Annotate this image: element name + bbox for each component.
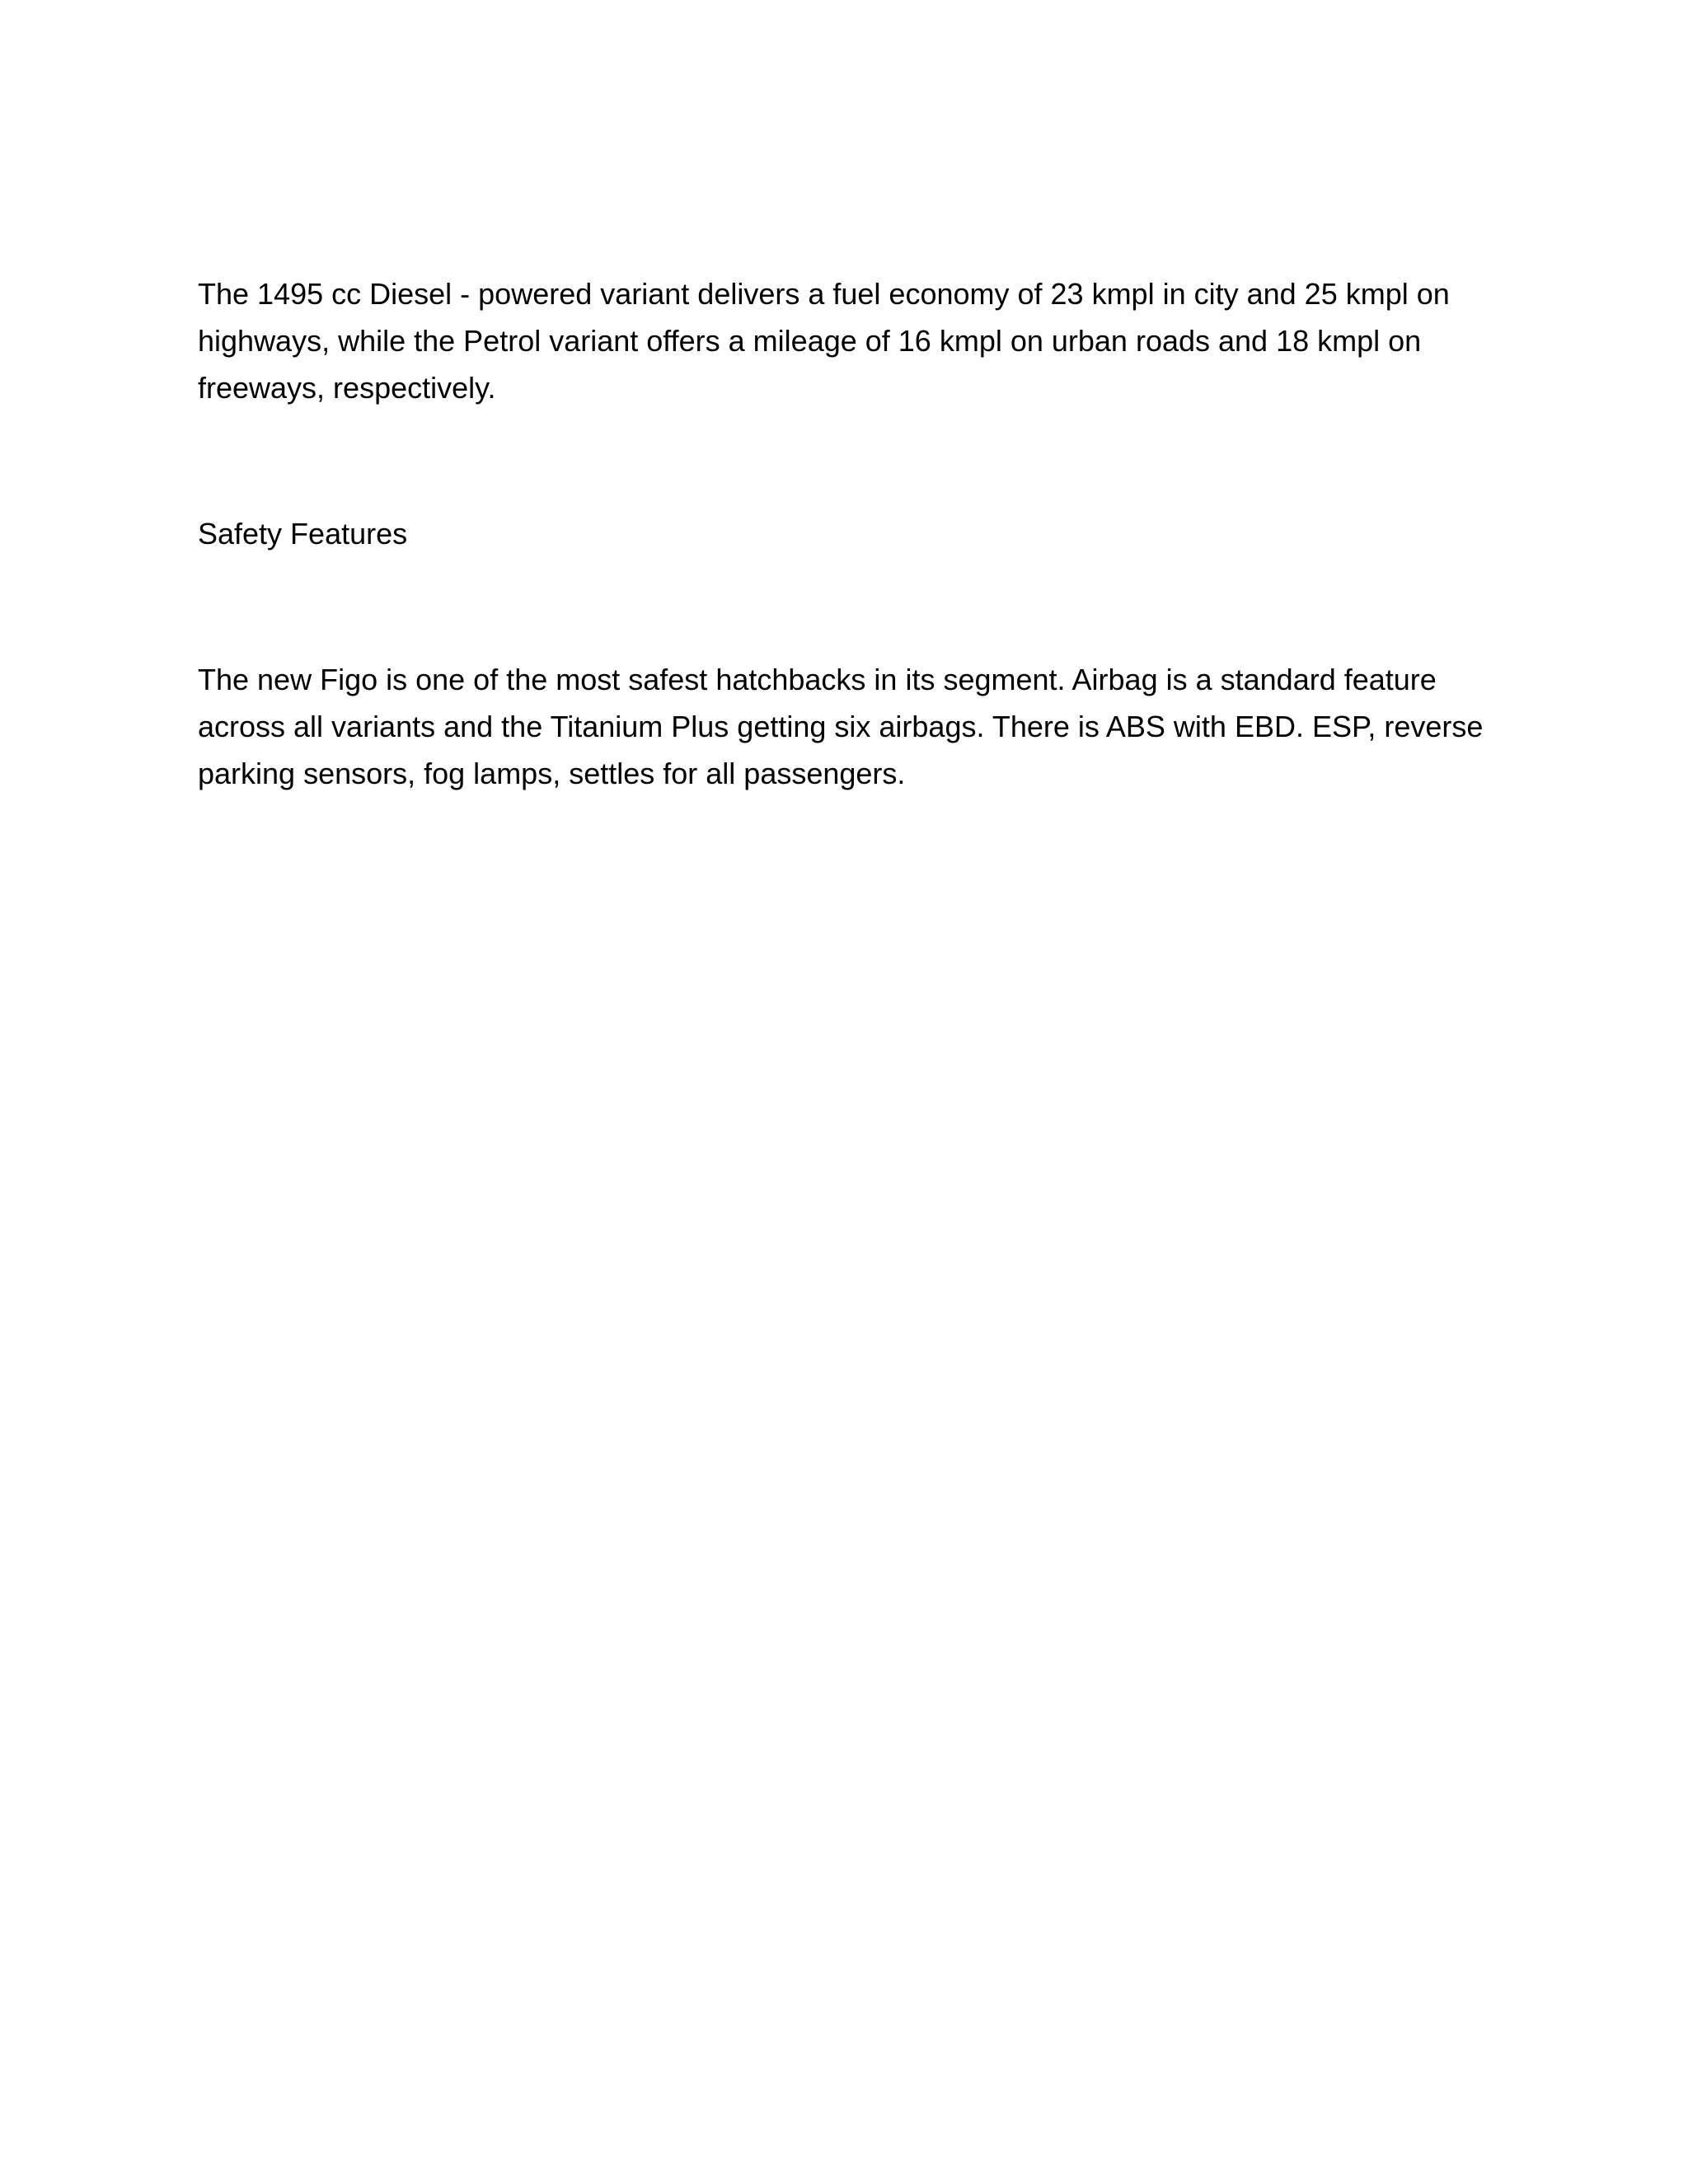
safety-features-paragraph: The new Figo is one of the most safest hatchbacks in its segment. Airbag is a standard feature across all variants and the Titanium Plus getting six airbags. There is ABS with EBD. ESP, reverse parking sensors, fog lamps, settles for all passengers. [198,663,1484,790]
safety-features-heading: Safety Features [198,517,408,551]
document-content [198,270,1484,797]
fuel-economy-paragraph: The 1495 cc Diesel - powered variant delivers a fuel economy of 23 kmpl in city and 25 kmpl on highways, while the Petrol variant offers a mileage of 16 kmpl on urban roads and 18 kmpl on freeways, respectively. [198,277,1450,405]
